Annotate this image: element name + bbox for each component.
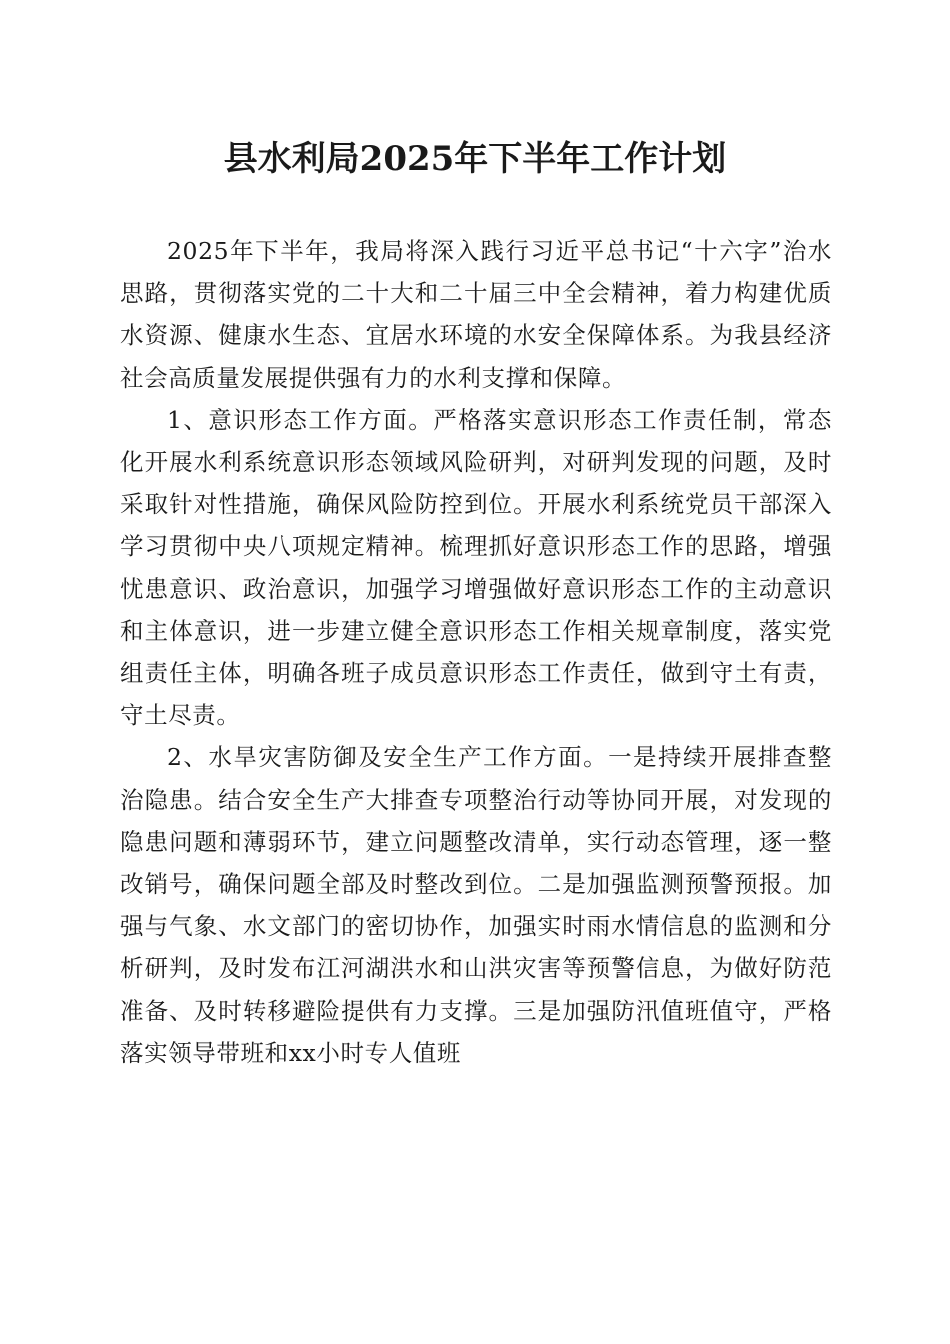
document-title: 县水利局2025年下半年工作计划: [223, 139, 727, 179]
document-body: [120, 230, 832, 1074]
intro-paragraph: 2025年下半年，我局将深入践行习近平总书记“十六字”治水思路，贯彻落实党的二十大和二十届三中全会精神，着力构建优质水资源、健康水生态、宜居水环境的水安全保障体系。为我县经济社会高质量发展提供强有力的水利支撑和保障。: [120, 237, 832, 392]
section-flood-safety-paragraph: 2、水旱灾害防御及安全生产工作方面。一是持续开展排查整治隐患。结合安全生产大排查专项整治行动等协同开展，对发现的隐患问题和薄弱环节，建立问题整改清单，实行动态管理，逐一整改销号，确保问题全部及时整改到位。二是加强监测预警预报。加强与气象、水文部门的密切协作，加强实时雨水情信息的监测和分析研判，及时发布江河湖洪水和山洪灾害等预警信息，为做好防范准备、及时转移避险提供有力支撑。三是加强防汛值班值守，严格落实领导带班和xx小时专人值班: [120, 743, 832, 1067]
section-ideology-paragraph: 1、意识形态工作方面。严格落实意识形态工作责任制，常态化开展水利系统意识形态领域风险研判，对研判发现的问题，及时采取针对性措施，确保风险防控到位。开展水利系统党员干部深入学习贯彻中央八项规定精神。梳理抓好意识形态工作的思路，增强忧患意识、政治意识，加强学习增强做好意识形态工作的主动意识和主体意识，进一步建立健全意识形态工作相关规章制度，落实党组责任主体，明确各班子成员意识形态工作责任，做到守土有责，守土尽责。: [120, 405, 832, 730]
